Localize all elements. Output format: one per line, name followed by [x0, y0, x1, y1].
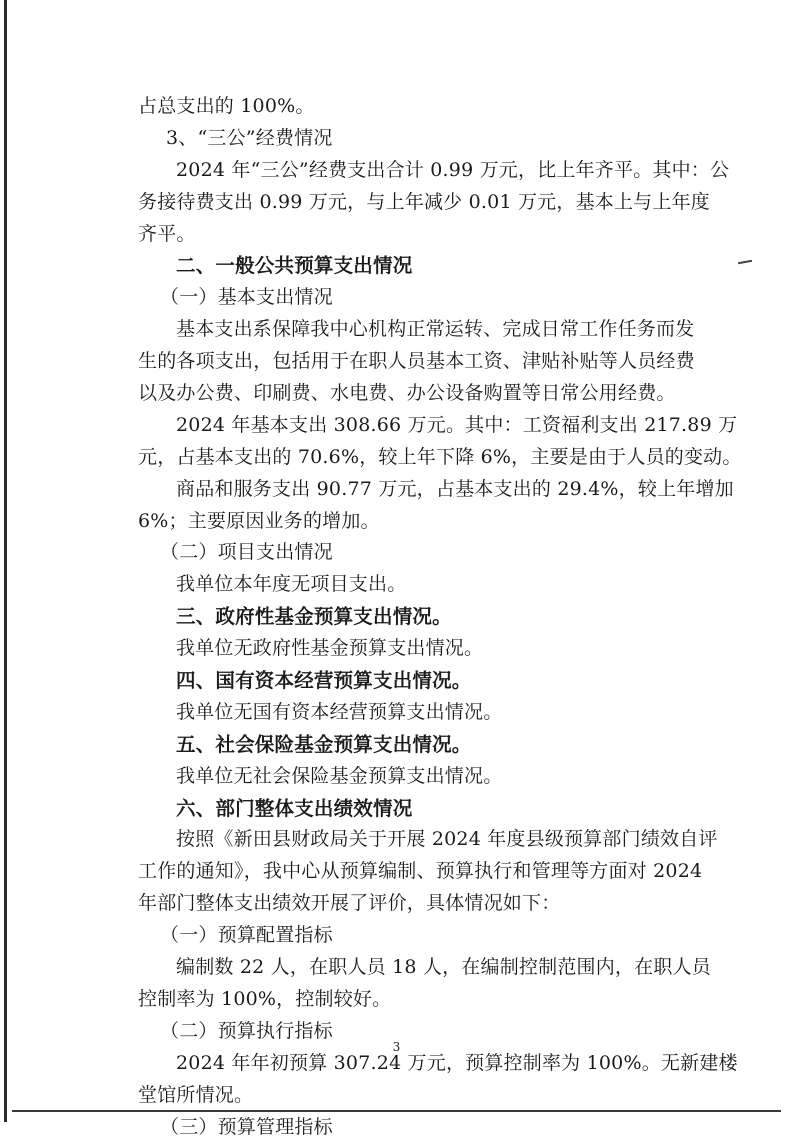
section-heading: 二、一般公共预算支出情况	[138, 250, 718, 282]
body-text-line: 以及办公费、印刷费、水电费、办公设备购置等日常公用经费。	[138, 378, 718, 410]
body-text-line: 按照《新田县财政局关于开展 2024 年度县级预算部门绩效自评	[138, 824, 718, 856]
body-text-line: 我单位无政府性基金预算支出情况。	[138, 633, 718, 665]
body-text-line: 6%；主要原因业务的增加。	[138, 506, 718, 538]
body-text-line: 务接待费支出 0.99 万元，与上年减少 0.01 万元，基本上与上年度	[138, 187, 718, 219]
body-text-line: 年部门整体支出绩效开展了评价，具体情况如下：	[138, 888, 718, 920]
document-body	[138, 91, 718, 1143]
body-text-line: 基本支出系保障我中心机构正常运转、完成日常工作任务而发	[138, 314, 718, 346]
subsection-heading: （二）项目支出情况	[138, 537, 718, 569]
section-heading: 三、政府性基金预算支出情况。	[138, 601, 718, 633]
body-text-line: 元，占基本支出的 70.6%，较上年下降 6%，主要是由于人员的变动。	[138, 442, 718, 474]
binding-edge-line	[4, 0, 7, 1122]
section-heading: 六、部门整体支出绩效情况	[138, 793, 718, 825]
body-text-line: 我单位本年度无项目支出。	[138, 569, 718, 601]
body-text-line: 2024 年年初预算 307.24 万元，预算控制率为 100%。无新建楼	[138, 1048, 718, 1080]
body-text-line: 控制率为 100%，控制较好。	[138, 984, 718, 1016]
body-text-line: 我单位无社会保险基金预算支出情况。	[138, 761, 718, 793]
body-text-line: 商品和服务支出 90.77 万元，占基本支出的 29.4%，较上年增加	[138, 474, 718, 506]
body-text-line: 堂馆所情况。	[138, 1080, 718, 1112]
body-text-line: 编制数 22 人，在职人员 18 人，在编制控制范围内，在职人员	[138, 952, 718, 984]
section-heading: 五、社会保险基金预算支出情况。	[138, 729, 718, 761]
subsection-heading: （三）预算管理指标	[138, 1112, 718, 1143]
body-text-line: 2024 年基本支出 308.66 万元。其中：工资福利支出 217.89 万	[138, 410, 718, 442]
body-text-line: 我单位无国有资本经营预算支出情况。	[138, 697, 718, 729]
body-text-line: 齐平。	[138, 219, 718, 251]
subsection-heading: （二）预算执行指标	[138, 1016, 718, 1048]
page-number: 3	[0, 1040, 793, 1054]
body-text-line: 工作的通知》，我中心从预算编制、预算执行和管理等方面对 2024	[138, 856, 718, 888]
subsection-heading: （一）基本支出情况	[138, 282, 718, 314]
stray-mark	[738, 260, 752, 264]
subsection-heading: （一）预算配置指标	[138, 920, 718, 952]
body-text-line: 占总支出的 100%。	[138, 91, 718, 123]
body-text-line: 2024 年“三公”经费支出合计 0.99 万元，比上年齐平。其中：公	[138, 155, 718, 187]
subsection-heading: 3、“三公”经费情况	[138, 123, 718, 155]
section-heading: 四、国有资本经营预算支出情况。	[138, 665, 718, 697]
body-text-line: 生的各项支出，包括用于在职人员基本工资、津贴补贴等人员经费	[138, 346, 718, 378]
bottom-edge-line	[12, 1110, 781, 1112]
